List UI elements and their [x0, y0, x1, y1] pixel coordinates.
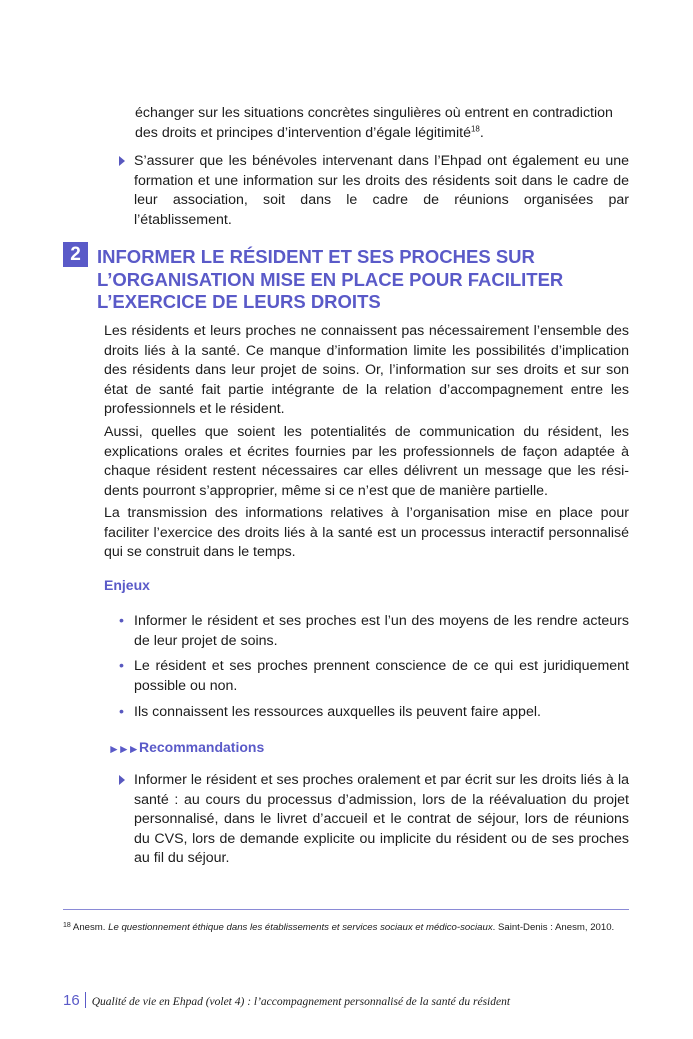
bullet-dot-icon: •: [119, 704, 124, 720]
arrow-bullet-icon: [119, 775, 125, 785]
footnote-cited-title: Le questionnement éthique dans les établissements et services sociaux et médico-sociaux: [108, 922, 493, 933]
page-number: 16: [63, 992, 80, 1009]
bullet-dot-icon: •: [119, 658, 124, 674]
enjeux-item-text: Informer le résident et ses proches est l’un des moyens de les rendre acteurs de leur projet de soins.: [134, 613, 629, 649]
continuation-line2: des droits et principes d’intervention d’égale légitimité: [135, 124, 471, 141]
page-footer: [63, 992, 653, 1011]
section-number-badge: 2: [63, 242, 88, 267]
footnote-number: 18: [63, 922, 71, 929]
footnote-divider: [63, 909, 629, 910]
section-title: [97, 246, 637, 314]
section-title-line1: INFORMER LE RÉSIDENT ET SES PROCHES SUR: [97, 246, 535, 267]
benevoles-text: S’assurer que les bénévoles intervenant dans l’Ehpad ont également eu une formation et une information sur les droits des résidents soit dans le cadre de leur association, soit dans le cadre de réunions organisées par l’établissement.: [134, 153, 629, 228]
triple-chevron-icon: ►►►: [108, 742, 138, 756]
benevoles-bullet: [119, 152, 629, 230]
enjeux-item: [119, 657, 629, 696]
bullet-dot-icon: •: [119, 613, 124, 629]
enjeux-item: [119, 612, 629, 651]
recommandation-text: Informer le résident et ses proches oralement et par écrit sur les droits liés à la santé : au cours du processus d’admission, lors de la réévaluation du projet personnalisé, dans le livret d’accueil et le contrat de séjour, lors de réunions du CVS, lors de demande explicite ou implicite du résident ou de ses proches au fil du séjour.: [134, 772, 629, 866]
arrow-bullet-icon: [119, 156, 125, 166]
footer-divider: [85, 992, 86, 1008]
enjeux-item: [119, 703, 629, 723]
enjeux-heading: Enjeux: [104, 577, 150, 593]
footnote-ref[interactable]: 18: [470, 123, 480, 133]
continuation-line1: échanger sur les situations concrètes singulières où entrent en contradiction: [135, 105, 613, 121]
section-title-line2: L’ORGANISATION MISE EN PLACE POUR FACILITER: [97, 268, 564, 290]
enjeux-item-text: Le résident et ses proches prennent conscience de ce qui est juridiquement possible ou non.: [134, 658, 629, 694]
footer-title: Qualité de vie en Ehpad (volet 4) : l’accompagnement personnalisé de la santé du résident: [91, 996, 511, 1008]
paragraph-1: Les résidents et leurs proches ne connaissent pas nécessairement l’ensemble des droits liés à la santé. Ce manque d’information limite les possibilités d’implication des résidents dans leur projet de soins. Or, l’information sur ses droits et sur son état de santé fait partie intégrante de la relation d’accompagnement entre les professionnels et le résident.: [104, 323, 629, 417]
footnote: $^{18}$ Anesm. Le questionnement éthique dans les établissements et services sociaux et médico-sociaux. Saint-Denis : Anesm, 2010.: [63, 922, 615, 933]
recommandation-bullet: [119, 771, 629, 869]
paragraph-3: La transmission des informations relatives à l’organisation mise en place pour faciliter l’exercice des droits liés à la santé est un processus interactif personnalisé qui se construit dans le temps.: [104, 505, 629, 560]
recommandations-heading: Recommandations: [139, 739, 265, 755]
paragraph-2: Aussi, quelles que soient les potentialités de communication du résident, les explications orales et écrites fournies par les professionnels de façon adaptée à chaque résident restent nécessaires car elles délivrent un message que les rési-dents pourront s’approprier, même si ce n’est que de manière partielle.: [104, 424, 629, 499]
continuation-text: échanger sur les situations concrètes singulières où entrent en contradiction des droits et principes d’intervention d’égale légitimité$^{18}$.: [135, 105, 613, 141]
section-title-line3: L’EXERCICE DE LEURS DROITS: [97, 291, 381, 312]
enjeux-item-text: Ils connaissent les ressources auxquelles ils peuvent faire appel.: [134, 704, 541, 720]
